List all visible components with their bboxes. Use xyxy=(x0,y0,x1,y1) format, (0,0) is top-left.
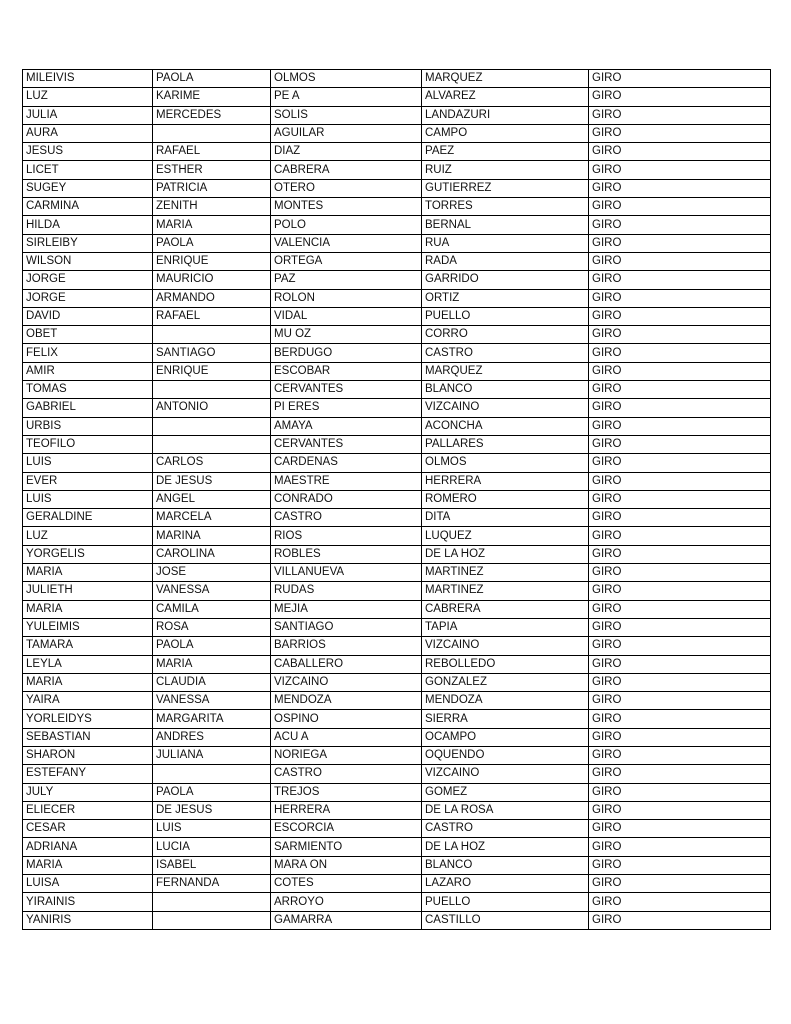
first-name-cell: SHARON xyxy=(23,746,153,764)
second-name-cell xyxy=(153,381,271,399)
payment-type-cell: GIRO xyxy=(589,417,771,435)
second-surname-cell: SIERRA xyxy=(422,710,589,728)
first-surname-cell: CERVANTES xyxy=(271,435,422,453)
second-name-cell: MARIA xyxy=(153,655,271,673)
table-row xyxy=(23,618,771,636)
first-surname-cell: CASTRO xyxy=(271,509,422,527)
second-surname-cell: VIZCAINO xyxy=(422,399,589,417)
first-surname-cell: CABRERA xyxy=(271,161,422,179)
table-row xyxy=(23,801,771,819)
table-row xyxy=(23,417,771,435)
table-row xyxy=(23,673,771,691)
first-name-cell: ADRIANA xyxy=(23,838,153,856)
first-name-cell: MARIA xyxy=(23,673,153,691)
first-name-cell: OBET xyxy=(23,326,153,344)
payment-type-cell: GIRO xyxy=(589,216,771,234)
payment-type-cell: GIRO xyxy=(589,893,771,911)
second-surname-cell: TAPIA xyxy=(422,618,589,636)
first-surname-cell: VIDAL xyxy=(271,307,422,325)
first-surname-cell: BARRIOS xyxy=(271,637,422,655)
table-row xyxy=(23,362,771,380)
first-name-cell: JULIETH xyxy=(23,582,153,600)
second-surname-cell: HERRERA xyxy=(422,472,589,490)
first-name-cell: YIRAINIS xyxy=(23,893,153,911)
payment-type-cell: GIRO xyxy=(589,618,771,636)
second-surname-cell: MARTINEZ xyxy=(422,564,589,582)
payment-type-cell: GIRO xyxy=(589,746,771,764)
second-surname-cell: MARQUEZ xyxy=(422,70,589,88)
second-surname-cell: CASTRO xyxy=(422,344,589,362)
second-surname-cell: OLMOS xyxy=(422,454,589,472)
second-surname-cell: BERNAL xyxy=(422,216,589,234)
payment-type-cell: GIRO xyxy=(589,527,771,545)
second-name-cell: CARLOS xyxy=(153,454,271,472)
first-name-cell: ESTEFANY xyxy=(23,765,153,783)
first-surname-cell: ORTEGA xyxy=(271,252,422,270)
table-row xyxy=(23,271,771,289)
first-name-cell: MILEIVIS xyxy=(23,70,153,88)
second-surname-cell: CASTRO xyxy=(422,820,589,838)
second-name-cell: ANDRES xyxy=(153,728,271,746)
table-row xyxy=(23,692,771,710)
first-surname-cell: AGUILAR xyxy=(271,124,422,142)
payment-type-cell: GIRO xyxy=(589,655,771,673)
first-surname-cell: CONRADO xyxy=(271,490,422,508)
payment-type-cell: GIRO xyxy=(589,637,771,655)
first-name-cell: AMIR xyxy=(23,362,153,380)
second-name-cell: PAOLA xyxy=(153,637,271,655)
payment-type-cell: GIRO xyxy=(589,106,771,124)
payment-type-cell: GIRO xyxy=(589,362,771,380)
payment-type-cell: GIRO xyxy=(589,801,771,819)
second-surname-cell: LAZARO xyxy=(422,875,589,893)
table-row xyxy=(23,545,771,563)
table-row xyxy=(23,326,771,344)
table-row xyxy=(23,472,771,490)
first-name-cell: YORLEIDYS xyxy=(23,710,153,728)
first-name-cell: TAMARA xyxy=(23,637,153,655)
table-row xyxy=(23,88,771,106)
second-name-cell: MAURICIO xyxy=(153,271,271,289)
table-row xyxy=(23,564,771,582)
second-surname-cell: RUA xyxy=(422,234,589,252)
second-surname-cell: VIZCAINO xyxy=(422,765,589,783)
first-surname-cell: PI ERES xyxy=(271,399,422,417)
second-name-cell: JOSE xyxy=(153,564,271,582)
second-surname-cell: CAMPO xyxy=(422,124,589,142)
first-surname-cell: VILLANUEVA xyxy=(271,564,422,582)
first-surname-cell: MENDOZA xyxy=(271,692,422,710)
first-surname-cell: OLMOS xyxy=(271,70,422,88)
payment-type-cell: GIRO xyxy=(589,673,771,691)
table-row xyxy=(23,70,771,88)
table-row xyxy=(23,106,771,124)
second-name-cell: PAOLA xyxy=(153,783,271,801)
second-surname-cell: GOMEZ xyxy=(422,783,589,801)
second-surname-cell: PAEZ xyxy=(422,143,589,161)
second-name-cell: ARMANDO xyxy=(153,289,271,307)
first-name-cell: LUZ xyxy=(23,88,153,106)
first-name-cell: YULEIMIS xyxy=(23,618,153,636)
second-surname-cell: MARTINEZ xyxy=(422,582,589,600)
table-row xyxy=(23,728,771,746)
table-row xyxy=(23,344,771,362)
first-surname-cell: VALENCIA xyxy=(271,234,422,252)
payment-type-cell: GIRO xyxy=(589,600,771,618)
second-surname-cell: BLANCO xyxy=(422,381,589,399)
first-surname-cell: ARROYO xyxy=(271,893,422,911)
first-name-cell: MARIA xyxy=(23,600,153,618)
first-name-cell: JORGE xyxy=(23,271,153,289)
payment-type-cell: GIRO xyxy=(589,838,771,856)
table-row xyxy=(23,875,771,893)
table-row xyxy=(23,509,771,527)
second-name-cell: MARIA xyxy=(153,216,271,234)
second-name-cell: KARIME xyxy=(153,88,271,106)
second-name-cell xyxy=(153,911,271,929)
second-name-cell: PATRICIA xyxy=(153,179,271,197)
first-name-cell: GABRIEL xyxy=(23,399,153,417)
second-name-cell xyxy=(153,326,271,344)
second-name-cell: FERNANDA xyxy=(153,875,271,893)
table-row xyxy=(23,454,771,472)
second-name-cell: VANESSA xyxy=(153,582,271,600)
first-surname-cell: NORIEGA xyxy=(271,746,422,764)
first-name-cell: CESAR xyxy=(23,820,153,838)
first-surname-cell: POLO xyxy=(271,216,422,234)
second-name-cell xyxy=(153,765,271,783)
first-surname-cell: MU OZ xyxy=(271,326,422,344)
payment-type-cell: GIRO xyxy=(589,820,771,838)
table-row xyxy=(23,161,771,179)
first-name-cell: WILSON xyxy=(23,252,153,270)
second-name-cell: PAOLA xyxy=(153,70,271,88)
first-name-cell: CARMINA xyxy=(23,198,153,216)
second-name-cell: ROSA xyxy=(153,618,271,636)
first-surname-cell: SANTIAGO xyxy=(271,618,422,636)
names-table xyxy=(22,69,771,930)
first-name-cell: LUIS xyxy=(23,454,153,472)
second-surname-cell: CORRO xyxy=(422,326,589,344)
first-surname-cell: MEJIA xyxy=(271,600,422,618)
second-name-cell: DE JESUS xyxy=(153,801,271,819)
second-surname-cell: OQUENDO xyxy=(422,746,589,764)
second-name-cell xyxy=(153,893,271,911)
first-name-cell: MARIA xyxy=(23,856,153,874)
first-name-cell: SIRLEIBY xyxy=(23,234,153,252)
second-name-cell: PAOLA xyxy=(153,234,271,252)
second-name-cell: ZENITH xyxy=(153,198,271,216)
second-surname-cell: LANDAZURI xyxy=(422,106,589,124)
second-name-cell: ENRIQUE xyxy=(153,252,271,270)
first-name-cell: JULY xyxy=(23,783,153,801)
payment-type-cell: GIRO xyxy=(589,234,771,252)
second-surname-cell: MARQUEZ xyxy=(422,362,589,380)
payment-type-cell: GIRO xyxy=(589,344,771,362)
payment-type-cell: GIRO xyxy=(589,399,771,417)
first-name-cell: JULIA xyxy=(23,106,153,124)
second-name-cell: LUIS xyxy=(153,820,271,838)
first-surname-cell: MAESTRE xyxy=(271,472,422,490)
payment-type-cell: GIRO xyxy=(589,198,771,216)
second-surname-cell: RADA xyxy=(422,252,589,270)
table-row xyxy=(23,765,771,783)
second-name-cell: MARCELA xyxy=(153,509,271,527)
second-surname-cell: ACONCHA xyxy=(422,417,589,435)
payment-type-cell: GIRO xyxy=(589,307,771,325)
second-name-cell: DE JESUS xyxy=(153,472,271,490)
second-surname-cell: ROMERO xyxy=(422,490,589,508)
payment-type-cell: GIRO xyxy=(589,911,771,929)
payment-type-cell: GIRO xyxy=(589,765,771,783)
first-name-cell: AURA xyxy=(23,124,153,142)
table-row xyxy=(23,527,771,545)
payment-type-cell: GIRO xyxy=(589,143,771,161)
first-surname-cell: MARA ON xyxy=(271,856,422,874)
second-surname-cell: BLANCO xyxy=(422,856,589,874)
table-row xyxy=(23,179,771,197)
first-name-cell: TOMAS xyxy=(23,381,153,399)
second-name-cell: VANESSA xyxy=(153,692,271,710)
second-name-cell: ISABEL xyxy=(153,856,271,874)
first-surname-cell: HERRERA xyxy=(271,801,422,819)
second-name-cell xyxy=(153,435,271,453)
payment-type-cell: GIRO xyxy=(589,88,771,106)
table-row xyxy=(23,911,771,929)
second-name-cell: ENRIQUE xyxy=(153,362,271,380)
first-name-cell: URBIS xyxy=(23,417,153,435)
payment-type-cell: GIRO xyxy=(589,161,771,179)
first-surname-cell: OSPINO xyxy=(271,710,422,728)
second-surname-cell: ORTIZ xyxy=(422,289,589,307)
second-name-cell: LUCIA xyxy=(153,838,271,856)
first-surname-cell: PE A xyxy=(271,88,422,106)
first-name-cell: YORGELIS xyxy=(23,545,153,563)
payment-type-cell: GIRO xyxy=(589,582,771,600)
second-name-cell: SANTIAGO xyxy=(153,344,271,362)
payment-type-cell: GIRO xyxy=(589,289,771,307)
table-row xyxy=(23,600,771,618)
table-row xyxy=(23,856,771,874)
second-surname-cell: DE LA HOZ xyxy=(422,838,589,856)
payment-type-cell: GIRO xyxy=(589,454,771,472)
second-name-cell: JULIANA xyxy=(153,746,271,764)
second-surname-cell: GARRIDO xyxy=(422,271,589,289)
first-surname-cell: CERVANTES xyxy=(271,381,422,399)
table-row xyxy=(23,216,771,234)
names-table-body xyxy=(23,70,771,930)
table-row xyxy=(23,582,771,600)
second-name-cell: RAFAEL xyxy=(153,307,271,325)
first-name-cell: SEBASTIAN xyxy=(23,728,153,746)
table-row xyxy=(23,838,771,856)
first-surname-cell: CASTRO xyxy=(271,765,422,783)
second-surname-cell: PUELLO xyxy=(422,307,589,325)
first-surname-cell: ESCORCIA xyxy=(271,820,422,838)
first-surname-cell: PAZ xyxy=(271,271,422,289)
second-surname-cell: ALVAREZ xyxy=(422,88,589,106)
first-surname-cell: ESCOBAR xyxy=(271,362,422,380)
payment-type-cell: GIRO xyxy=(589,472,771,490)
first-name-cell: LUIS xyxy=(23,490,153,508)
second-name-cell: RAFAEL xyxy=(153,143,271,161)
first-surname-cell: ACU A xyxy=(271,728,422,746)
first-surname-cell: TREJOS xyxy=(271,783,422,801)
first-surname-cell: VIZCAINO xyxy=(271,673,422,691)
second-surname-cell: MENDOZA xyxy=(422,692,589,710)
first-name-cell: EVER xyxy=(23,472,153,490)
first-surname-cell: GAMARRA xyxy=(271,911,422,929)
second-surname-cell: DE LA ROSA xyxy=(422,801,589,819)
payment-type-cell: GIRO xyxy=(589,381,771,399)
second-surname-cell: DITA xyxy=(422,509,589,527)
second-name-cell: ANTONIO xyxy=(153,399,271,417)
second-surname-cell: DE LA HOZ xyxy=(422,545,589,563)
second-surname-cell: GUTIERREZ xyxy=(422,179,589,197)
table-row xyxy=(23,124,771,142)
table-row xyxy=(23,289,771,307)
payment-type-cell: GIRO xyxy=(589,856,771,874)
payment-type-cell: GIRO xyxy=(589,728,771,746)
second-name-cell: ESTHER xyxy=(153,161,271,179)
first-surname-cell: OTERO xyxy=(271,179,422,197)
first-name-cell: TEOFILO xyxy=(23,435,153,453)
table-row xyxy=(23,435,771,453)
table-row xyxy=(23,307,771,325)
first-name-cell: LUISA xyxy=(23,875,153,893)
payment-type-cell: GIRO xyxy=(589,875,771,893)
payment-type-cell: GIRO xyxy=(589,710,771,728)
second-name-cell: ANGEL xyxy=(153,490,271,508)
first-surname-cell: SARMIENTO xyxy=(271,838,422,856)
first-surname-cell: SOLIS xyxy=(271,106,422,124)
payment-type-cell: GIRO xyxy=(589,271,771,289)
table-row xyxy=(23,234,771,252)
table-row xyxy=(23,143,771,161)
table-row xyxy=(23,637,771,655)
first-name-cell: LUZ xyxy=(23,527,153,545)
table-row xyxy=(23,252,771,270)
second-surname-cell: OCAMPO xyxy=(422,728,589,746)
second-surname-cell: REBOLLEDO xyxy=(422,655,589,673)
payment-type-cell: GIRO xyxy=(589,252,771,270)
first-name-cell: JORGE xyxy=(23,289,153,307)
payment-type-cell: GIRO xyxy=(589,70,771,88)
second-name-cell: MARINA xyxy=(153,527,271,545)
second-name-cell: CAROLINA xyxy=(153,545,271,563)
table-row xyxy=(23,820,771,838)
first-name-cell: ELIECER xyxy=(23,801,153,819)
table-row xyxy=(23,381,771,399)
payment-type-cell: GIRO xyxy=(589,509,771,527)
first-surname-cell: CABALLERO xyxy=(271,655,422,673)
first-surname-cell: MONTES xyxy=(271,198,422,216)
first-surname-cell: RUDAS xyxy=(271,582,422,600)
second-surname-cell: LUQUEZ xyxy=(422,527,589,545)
first-name-cell: HILDA xyxy=(23,216,153,234)
second-name-cell xyxy=(153,417,271,435)
first-name-cell: SUGEY xyxy=(23,179,153,197)
first-surname-cell: ROBLES xyxy=(271,545,422,563)
payment-type-cell: GIRO xyxy=(589,490,771,508)
table-row xyxy=(23,893,771,911)
second-surname-cell: PUELLO xyxy=(422,893,589,911)
payment-type-cell: GIRO xyxy=(589,179,771,197)
table-row xyxy=(23,746,771,764)
first-surname-cell: AMAYA xyxy=(271,417,422,435)
first-name-cell: YANIRIS xyxy=(23,911,153,929)
first-surname-cell: ROLON xyxy=(271,289,422,307)
payment-type-cell: GIRO xyxy=(589,783,771,801)
table-row xyxy=(23,710,771,728)
first-name-cell: YAIRA xyxy=(23,692,153,710)
second-name-cell: MARGARITA xyxy=(153,710,271,728)
payment-type-cell: GIRO xyxy=(589,435,771,453)
payment-type-cell: GIRO xyxy=(589,692,771,710)
payment-type-cell: GIRO xyxy=(589,326,771,344)
first-surname-cell: COTES xyxy=(271,875,422,893)
table-row xyxy=(23,655,771,673)
payment-type-cell: GIRO xyxy=(589,124,771,142)
first-name-cell: LEYLA xyxy=(23,655,153,673)
first-surname-cell: BERDUGO xyxy=(271,344,422,362)
second-name-cell: MERCEDES xyxy=(153,106,271,124)
first-name-cell: LICET xyxy=(23,161,153,179)
first-surname-cell: CARDENAS xyxy=(271,454,422,472)
second-name-cell: CLAUDIA xyxy=(153,673,271,691)
second-surname-cell: CABRERA xyxy=(422,600,589,618)
table-row xyxy=(23,783,771,801)
table-row xyxy=(23,490,771,508)
second-surname-cell: GONZALEZ xyxy=(422,673,589,691)
table-row xyxy=(23,399,771,417)
second-name-cell xyxy=(153,124,271,142)
payment-type-cell: GIRO xyxy=(589,545,771,563)
second-name-cell: CAMILA xyxy=(153,600,271,618)
second-surname-cell: TORRES xyxy=(422,198,589,216)
table-row xyxy=(23,198,771,216)
first-surname-cell: RIOS xyxy=(271,527,422,545)
first-name-cell: MARIA xyxy=(23,564,153,582)
first-surname-cell: DIAZ xyxy=(271,143,422,161)
second-surname-cell: CASTILLO xyxy=(422,911,589,929)
second-surname-cell: PALLARES xyxy=(422,435,589,453)
first-name-cell: FELIX xyxy=(23,344,153,362)
second-surname-cell: VIZCAINO xyxy=(422,637,589,655)
first-name-cell: GERALDINE xyxy=(23,509,153,527)
payment-type-cell: GIRO xyxy=(589,564,771,582)
first-name-cell: JESUS xyxy=(23,143,153,161)
first-name-cell: DAVID xyxy=(23,307,153,325)
second-surname-cell: RUIZ xyxy=(422,161,589,179)
